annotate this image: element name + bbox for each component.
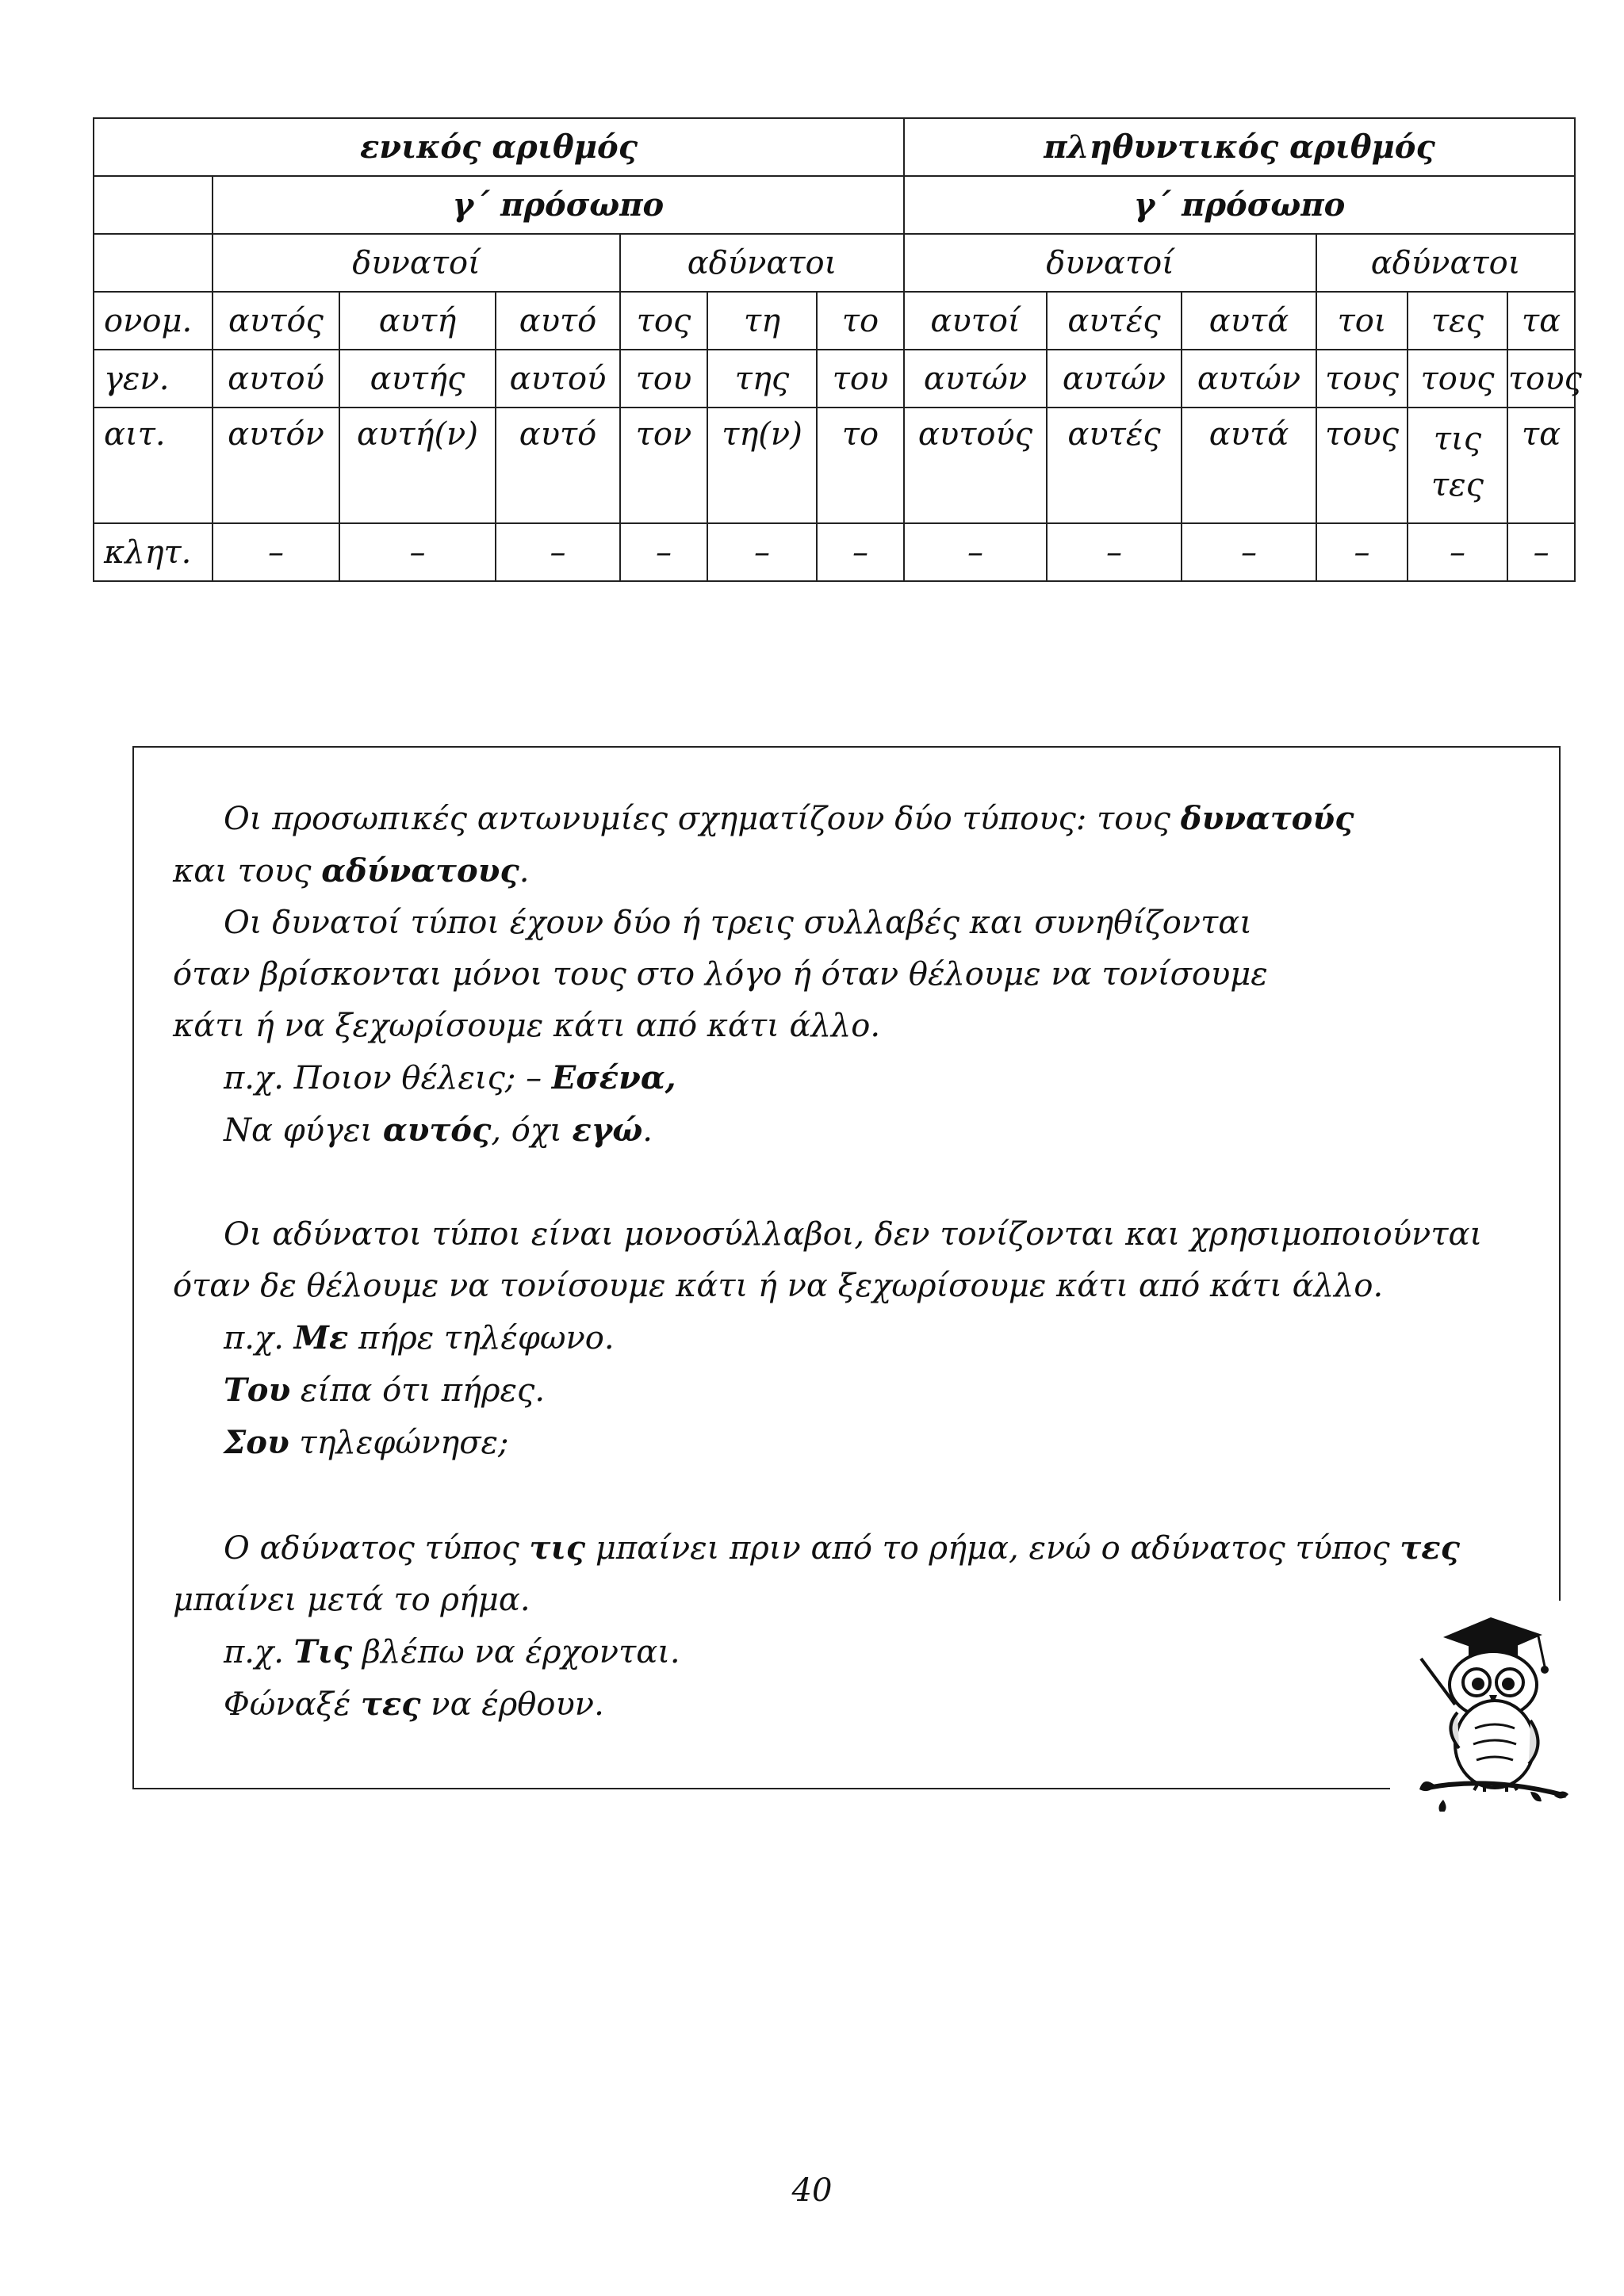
example-text: τηλεφώνησε;	[289, 1425, 509, 1461]
table-cell: αυτόν	[213, 408, 339, 523]
table-cell: αυτού	[213, 350, 339, 408]
bold-term: δυνατούς	[1180, 800, 1354, 837]
case-label: γεν.	[94, 350, 213, 408]
bold-term: Με	[293, 1319, 349, 1357]
table-cell: –	[707, 523, 817, 581]
table-cell: τη	[707, 292, 817, 350]
case-label: κλητ.	[94, 523, 213, 581]
paragraph-strong-weak	[173, 793, 1537, 1157]
table-cell: τις τες	[1408, 408, 1507, 523]
table-cell: –	[817, 523, 904, 581]
table-cell: –	[1507, 523, 1575, 581]
case-label: αιτ.	[94, 408, 213, 523]
example-text: βλέπω να έρχονται.	[352, 1634, 680, 1670]
table-cell: –	[1316, 523, 1408, 581]
table-cell: το	[817, 408, 904, 523]
text: μπαίνει πριν από το ρήμα, ενώ ο αδύνατος τύπος	[585, 1530, 1400, 1567]
table-cell: της	[707, 350, 817, 408]
text: Ο αδύνατος τύπος	[224, 1530, 530, 1567]
table-row-accusative	[94, 408, 1575, 523]
table-cell: αυτός	[213, 292, 339, 350]
person-header-plural: γ΄ πρόσωπο	[904, 176, 1575, 234]
bold-term: Του	[224, 1372, 291, 1409]
bold-term: τις	[529, 1529, 586, 1567]
text-line: κάτι ή να ξεχωρίσουμε κάτι από κάτι άλλο.	[173, 1008, 881, 1044]
example-text: να έρθουν.	[420, 1686, 604, 1723]
table-cell: αυτό	[496, 292, 620, 350]
table-cell: τοι	[1316, 292, 1408, 350]
table-cell: τους	[1408, 350, 1507, 408]
person-header-singular: γ΄ πρόσωπο	[213, 176, 904, 234]
table-cell: αυτή	[339, 292, 496, 350]
weak-forms-plural-header: αδύνατοι	[1316, 234, 1575, 292]
singular-header: ενικός αριθμός	[94, 118, 904, 176]
example-text: πήρε τηλέφωνο.	[348, 1320, 615, 1357]
table-cell: αυτών	[1182, 350, 1316, 408]
paragraph-weak-forms	[173, 1209, 1537, 1469]
bold-term: Τις	[293, 1633, 353, 1670]
table-cell: αυτή(ν)	[339, 408, 496, 523]
example-text: π.χ.	[224, 1634, 294, 1670]
table-cell: αυτοί	[904, 292, 1047, 350]
weak-forms-singular-header: αδύνατοι	[620, 234, 904, 292]
owl-teacher-icon	[1411, 1601, 1570, 1812]
case-label: ονομ.	[94, 292, 213, 350]
example-text: .	[642, 1112, 653, 1149]
text-line: Οι δυνατοί τύποι έχουν δύο ή τρεις συλλαβές και συνηθίζονται	[224, 905, 1252, 941]
example-text: Να φύγει	[224, 1112, 383, 1149]
table-cell: αυτές	[1047, 408, 1182, 523]
bold-term: τες	[360, 1686, 421, 1723]
page-number: 40	[791, 2172, 833, 2209]
box-border	[1559, 746, 1561, 1601]
table-cell: τος	[620, 292, 707, 350]
table-cell: τα	[1507, 408, 1575, 523]
text-line: όταν βρίσκονται μόνοι τους στο λόγο ή όταν θέλουμε να τονίσουμε	[173, 956, 1268, 993]
table-cell: το	[817, 292, 904, 350]
example-text: π.χ. Ποιον θέλεις; –	[224, 1060, 552, 1096]
table-cell: του	[620, 350, 707, 408]
table-cell: τους	[1316, 350, 1408, 408]
table-cell: τους	[1316, 408, 1408, 523]
bold-term: αυτός	[382, 1112, 492, 1149]
example-text: Φώναξέ	[224, 1686, 361, 1723]
table-cell: –	[339, 523, 496, 581]
table-cell: του	[817, 350, 904, 408]
table-cell: αυτών	[904, 350, 1047, 408]
strong-forms-singular-header: δυνατοί	[213, 234, 620, 292]
table-cell: –	[904, 523, 1047, 581]
table-cell: αυτούς	[904, 408, 1047, 523]
text: .	[519, 853, 530, 890]
table-row-nominative	[94, 292, 1575, 350]
table-row-genitive	[94, 350, 1575, 408]
table-cell: αυτά	[1182, 292, 1316, 350]
text: και τους	[173, 853, 322, 890]
table-cell: αυτού	[496, 350, 620, 408]
paragraph-tis-tes	[173, 1522, 1537, 1731]
table-cell: τες	[1408, 292, 1507, 350]
bold-term: Σου	[224, 1424, 289, 1461]
table-cell: –	[620, 523, 707, 581]
table-cell: –	[1408, 523, 1507, 581]
empty-cell	[94, 234, 213, 292]
table-cell: τη(ν)	[707, 408, 817, 523]
table-cell: τα	[1507, 292, 1575, 350]
table-cell: –	[1182, 523, 1316, 581]
table-cell: –	[496, 523, 620, 581]
example-text: , όχι	[491, 1112, 573, 1149]
text-line: μπαίνει μετά το ρήμα.	[173, 1582, 530, 1618]
plural-header: πληθυντικός αριθμός	[904, 118, 1575, 176]
table-cell: –	[213, 523, 339, 581]
table-cell: τον	[620, 408, 707, 523]
table-row-vocative	[94, 523, 1575, 581]
table-cell: –	[1047, 523, 1182, 581]
table-cell: αυτά	[1182, 408, 1316, 523]
text-line: όταν δε θέλουμε να τονίσουμε κάτι ή να ξεχωρίσουμε κάτι από κάτι άλλο.	[173, 1268, 1384, 1304]
bold-term: τες	[1400, 1529, 1460, 1567]
table-cell: τους	[1507, 350, 1575, 408]
pronoun-declension-table	[93, 117, 1582, 582]
example-text: π.χ.	[224, 1320, 294, 1357]
strong-forms-plural-header: δυνατοί	[904, 234, 1316, 292]
bold-term: εγώ	[572, 1112, 643, 1149]
table-cell: αυτής	[339, 350, 496, 408]
bold-term: Εσένα,	[551, 1059, 676, 1096]
text-line: Οι αδύνατοι τύποι είναι μονοσύλλαβοι, δεν τονίζονται και χρησιμοποιούνται	[224, 1216, 1483, 1253]
table-cell: αυτές	[1047, 292, 1182, 350]
empty-cell	[94, 176, 213, 234]
table-cell: αυτών	[1047, 350, 1182, 408]
bold-term: αδύνατους	[321, 852, 519, 890]
example-text: είπα ότι πήρες.	[290, 1372, 546, 1409]
text: Οι προσωπικές αντωνυμίες σχηματίζουν δύο τύπους: τους	[224, 801, 1181, 837]
table-cell: αυτό	[496, 408, 620, 523]
